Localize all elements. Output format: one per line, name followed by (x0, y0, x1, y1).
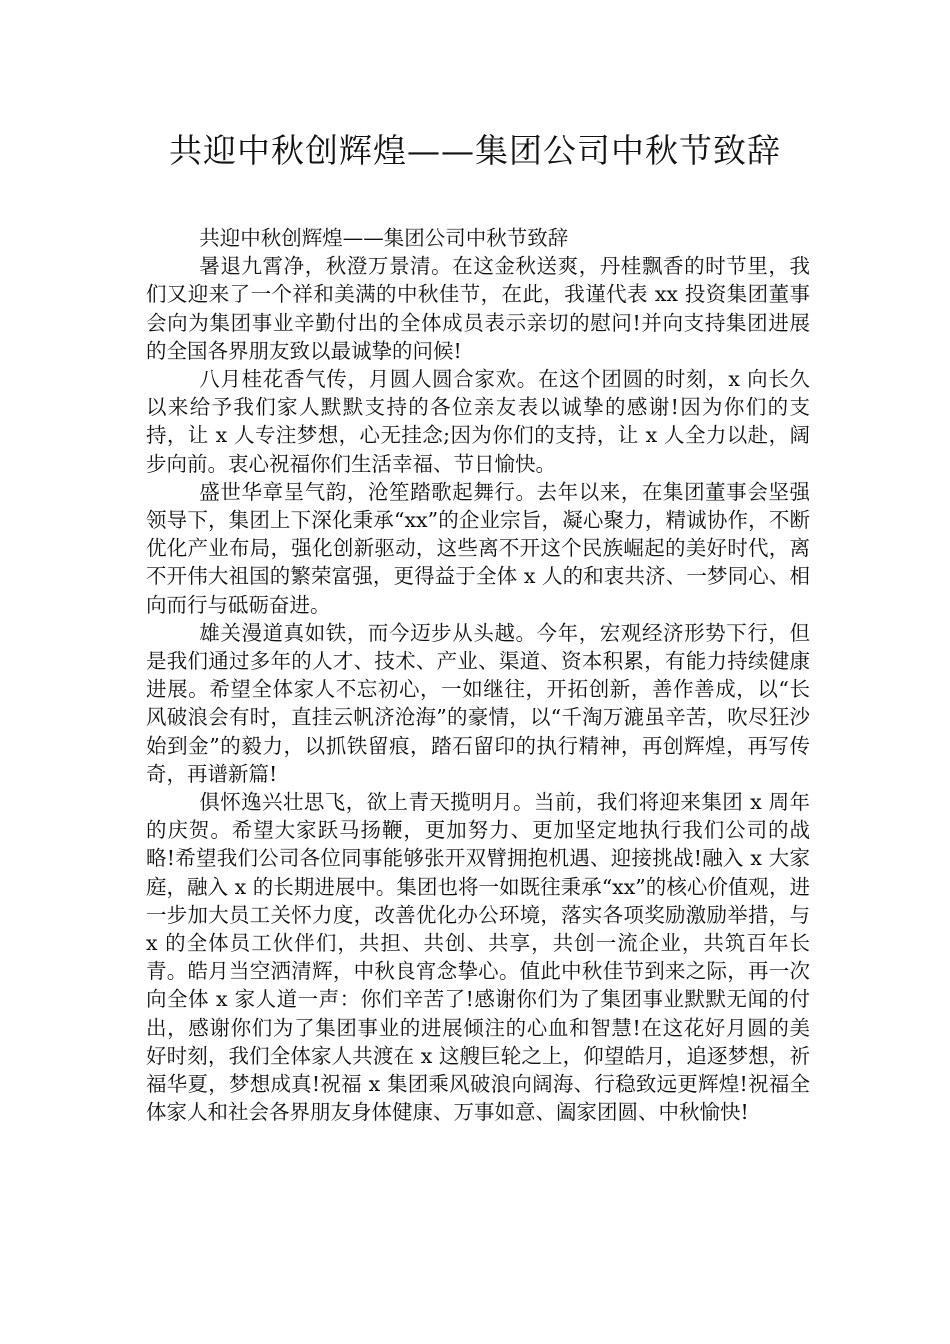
document-title: 共迎中秋创辉煌——集团公司中秋节致辞 (169, 131, 781, 170)
paragraph-outlook: 雄关漫道真如铁，而今迈步从头越。今年，宏观经济形势下行，但是我们通过多年的人才、技术、产业、渠道、资本积累，有能力持续健康进展。希望全体家人不忘初心，一如继往，开拓创新，善作善成，以“长风破浪会有时，直挂云帆济沧海”的豪情，以“千淘万漉虽辛苦，吹尽狂沙始到金”的毅力，以抓铁留痕，踏石留印的执行精神，再创辉煌，再写传奇，再谱新篇! (146, 620, 810, 786)
paragraph-thanks-family: 八月桂花香气传，月圆人圆合家欢。在这个团圆的时刻，x 向长久以来给予我们家人默默支持的各位亲友表以诚挚的感谢!因为你们的支持，让 x 人专注梦想，心无挂念;因为你们的支持，让 x 人全力以赴，阔步向前。衷心祝福你们生活幸福、节日愉快。 (146, 367, 810, 476)
paragraph-subtitle: 共迎中秋创辉煌——集团公司中秋节致辞 (199, 226, 569, 250)
paragraph-closing: 俱怀逸兴壮思飞，欲上青天揽明月。当前，我们将迎来集团 x 周年的庆贺。希望大家跃马扬鞭，更加努力、更加坚定地执行我们公司的战略!希望我们公司各位同事能够张开双臂拥抱机遇、迎接挑战!融入 x 大家庭，融入 x 的长期进展中。集团也将一如既往秉承“xx”的核心价值观，进一步加大员工关怀力度，改善优化办公环境，落实各项奖励激励举措，与 x 的全体员工伙伴们，共担、共创、共享，共创一流企业，共筑百年长青。皓月当空洒清辉，中秋良宵念挚心。值此中秋佳节到来之际，再一次向全体 x 家人道一声：你们辛苦了!感谢你们为了集团事业默默无闻的付出，感谢你们为了集团事业的进展倾注的心血和智慧!在这花好月圆的美好时刻，我们全体家人共渡在 x 这艘巨轮之上，仰望皓月，追逐梦想，祈福华夏，梦想成真!祝福 x 集团乘风破浪向阔海、行稳致远更辉煌!祝福全体家人和社会各界朋友身体健康、万事如意、阖家团圆、中秋愉快! (146, 790, 810, 1125)
document-body (146, 224, 810, 1127)
paragraph-greeting: 暑退九霄净，秋澄万景清。在这金秋送爽，丹桂飘香的时节里，我们又迎来了一个祥和美满的中秋佳节，在此，我谨代表 xx 投资集团董事会向为集团事业辛勤付出的全体成员表示亲切的慰问!并向支持集团进展的全国各界朋友致以最诚挚的问候! (146, 254, 810, 363)
paragraph-achievements: 盛世华章呈气韵，沧笙踏歌起舞行。去年以来，在集团董事会坚强领导下，集团上下深化秉承“xx”的企业宗旨，凝心聚力，精诚协作，不断优化产业布局，强化创新驱动，这些离不开这个民族崛起的美好时代，离不开伟大祖国的繁荣富强，更得益于全体 x 人的和衷共济、一梦同心、相向而行与砥砺奋进。 (146, 479, 810, 617)
